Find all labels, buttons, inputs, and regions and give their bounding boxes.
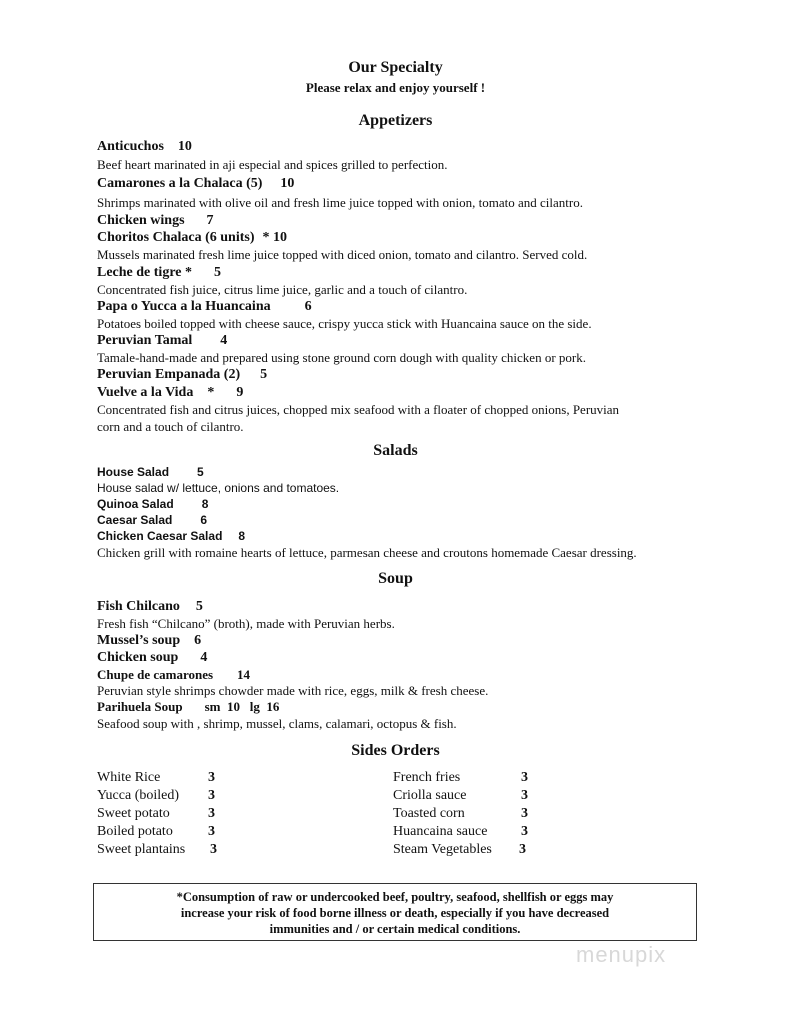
item-name: Peruvian Tamal — [97, 333, 193, 348]
item-price: 5 — [260, 367, 268, 382]
item-name: Anticuchos — [97, 139, 164, 154]
item-description: Peruvian style shrimps chowder made with rice, eggs, milk & fresh cheese. — [97, 683, 489, 698]
watermark-logo: menupix — [576, 942, 667, 967]
item-price: 5 — [214, 265, 221, 280]
menu-item — [97, 529, 245, 543]
side-name: French fries — [393, 770, 461, 785]
menu-item — [97, 513, 207, 527]
item-description: Fresh fish “Chilcano” (broth), made with Peruvian herbs. — [97, 616, 395, 631]
item-price: 5 — [195, 599, 203, 614]
item-name: Quinoa Salad — [97, 497, 174, 511]
side-name: Sweet potato — [97, 806, 170, 821]
side-item — [97, 842, 185, 858]
side-item — [393, 824, 487, 840]
item-name: Chicken wings — [97, 213, 185, 228]
notice-line: *Consumption of raw or undercooked beef, poultry, seafood, shellfish or eggs may — [176, 890, 614, 904]
page-subtitle: Please relax and enjoy yourself ! — [305, 80, 486, 95]
side-name: White Rice — [97, 770, 161, 785]
item-description: corn and a touch of cilantro. — [97, 419, 244, 434]
section-heading-soup: Soup — [378, 570, 413, 587]
item-price: 9 — [236, 385, 244, 400]
menu-item — [97, 230, 287, 246]
side-name: Sweet plantains — [97, 842, 186, 857]
item-description: Beef heart marinated in aji especial and spices grilled to perfection. — [97, 157, 448, 172]
side-item — [393, 842, 492, 858]
item-name: Vuelve a la Vida — [97, 385, 194, 400]
side-price: 3 — [521, 788, 528, 803]
section-heading-salads: Salads — [373, 442, 418, 459]
item-name: Chicken soup — [97, 650, 179, 665]
side-name: Toasted corn — [393, 806, 465, 821]
item-price: 10 — [177, 139, 192, 154]
menu-item — [97, 599, 203, 615]
side-item — [97, 824, 173, 840]
section-heading-appetizers: Appetizers — [358, 112, 433, 129]
side-price: 3 — [208, 824, 215, 839]
item-description: Seafood soup with , shrimp, mussel, clams, calamari, octopus & fish. — [97, 716, 457, 731]
menu-item — [97, 667, 250, 683]
item-price: sm 10 lg 16 — [204, 699, 280, 714]
item-price: 4 — [200, 650, 208, 665]
item-price: 6 — [304, 299, 312, 314]
item-description: Concentrated fish and citrus juices, chopped mix seafood with a floater of chopped onions, Peruvian — [97, 402, 620, 417]
side-price: 3 — [521, 806, 528, 821]
menu-item — [97, 633, 201, 649]
item-name: Leche de tigre * — [97, 265, 192, 280]
item-name: Chicken Caesar Salad — [97, 529, 223, 543]
menu-item — [97, 385, 243, 401]
item-price: 8 — [201, 497, 209, 511]
side-item — [393, 806, 465, 822]
side-item — [97, 770, 160, 786]
menu-item — [97, 497, 208, 511]
item-name: Choritos Chalaca (6 units) — [97, 230, 255, 245]
item-description: Concentrated fish juice, citrus lime juice, garlic and a touch of cilantro. — [97, 282, 468, 297]
menu-item — [97, 176, 294, 192]
item-price: * 10 — [262, 230, 288, 245]
item-price: * — [207, 385, 215, 400]
menu-item — [97, 367, 267, 383]
side-price: 3 — [208, 806, 215, 821]
item-price: 8 — [238, 529, 246, 543]
side-price: 3 — [208, 788, 215, 803]
side-item — [393, 770, 460, 786]
menu-item — [97, 699, 279, 715]
menu-item — [97, 650, 207, 666]
item-description: Mussels marinated fresh lime juice topped with diced onion, tomato and cilantro. Served cold. — [97, 247, 588, 262]
menu-item — [97, 213, 214, 229]
side-name: Steam Vegetables — [393, 842, 492, 857]
side-name: Criolla sauce — [393, 788, 467, 803]
side-item — [97, 806, 170, 822]
item-price: 5 — [197, 465, 204, 479]
item-description: Chicken grill with romaine hearts of lettuce, parmesan cheese and croutons homemade Caesar dressing. — [97, 545, 637, 560]
item-name: Parihuela Soup — [97, 699, 183, 714]
item-price: 4 — [220, 333, 228, 348]
menu-item — [97, 465, 204, 479]
item-description: Shrimps marinated with olive oil and fresh lime juice topped with onion, tomato and cilantro. — [97, 195, 583, 210]
notice-line: immunities and / or certain medical conditions. — [269, 922, 521, 936]
menu-item — [97, 299, 312, 315]
item-name: House Salad — [97, 465, 170, 479]
side-name: Boiled potato — [97, 824, 173, 839]
item-description: Potatoes boiled topped with cheese sauce, crispy yucca stick with Huancaina sauce on the side. — [97, 316, 592, 331]
menu-item — [97, 139, 192, 155]
section-heading-sides: Sides Orders — [351, 742, 440, 759]
item-description: House salad w/ lettuce, onions and tomatoes. — [97, 481, 340, 495]
side-name: Huancaina sauce — [393, 824, 488, 839]
item-name: Camarones a la Chalaca (5) — [97, 176, 263, 191]
item-description: Tamale-hand-made and prepared using stone ground corn dough with quality chicken or pork. — [97, 350, 586, 365]
item-name: Fish Chilcano — [97, 599, 180, 614]
menu-item — [97, 333, 227, 349]
item-name: Caesar Salad — [97, 513, 173, 527]
item-name: Mussel’s soup — [97, 633, 181, 648]
side-price: 3 — [208, 770, 215, 785]
item-price: 7 — [206, 213, 214, 228]
item-price: 6 — [194, 633, 202, 648]
item-name: Papa o Yucca a la Huancaina — [97, 299, 271, 314]
food-safety-notice — [93, 883, 697, 941]
side-price: 3 — [210, 842, 217, 857]
item-name: Peruvian Empanada (2) — [97, 367, 241, 382]
page-title: Our Specialty — [348, 59, 443, 76]
side-price: 3 — [521, 770, 528, 785]
side-item — [393, 788, 466, 804]
item-price: 10 — [280, 176, 295, 191]
side-price: 3 — [519, 842, 526, 857]
menu-item — [97, 265, 221, 281]
notice-line: increase your risk of food borne illness or death, especially if you have decreased — [180, 906, 610, 920]
item-name: Chupe de camarones — [97, 667, 214, 682]
side-price: 3 — [521, 824, 528, 839]
side-name: Yucca (boiled) — [97, 788, 180, 803]
item-price: 6 — [200, 513, 208, 527]
side-item — [97, 788, 179, 804]
item-price: 14 — [237, 667, 251, 682]
